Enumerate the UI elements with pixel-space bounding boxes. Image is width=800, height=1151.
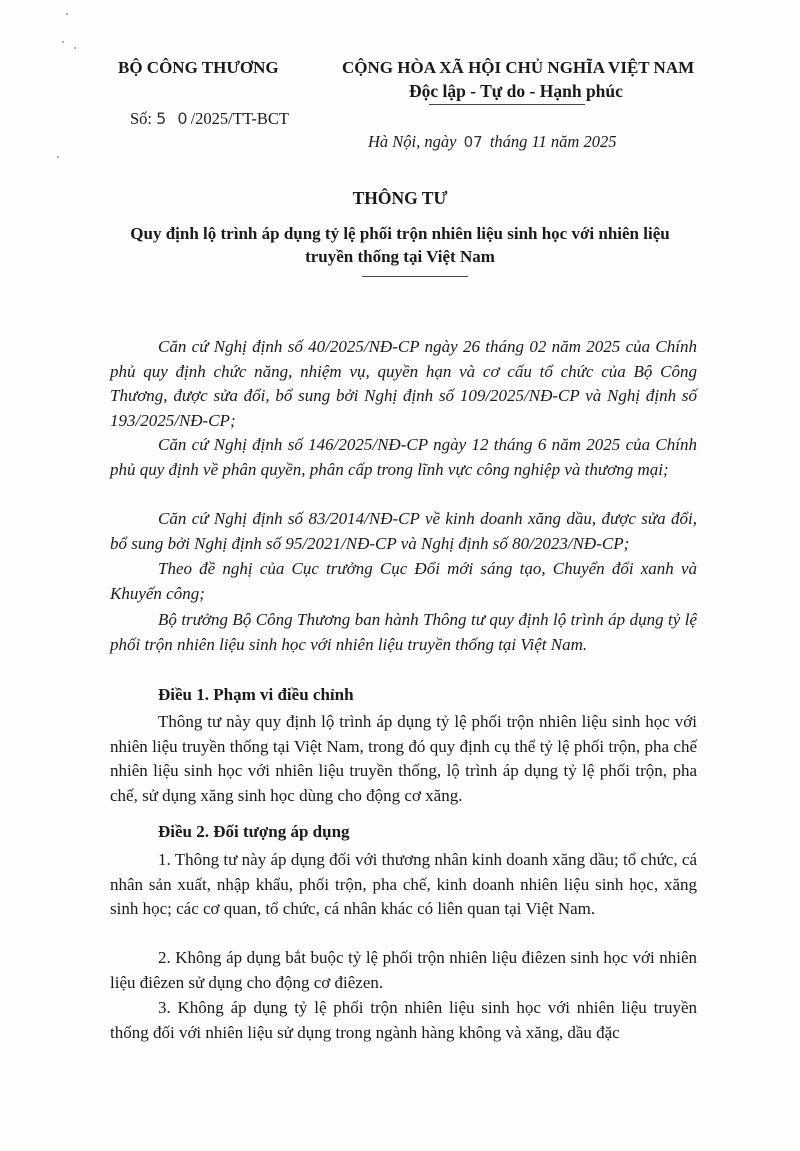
doc-number-handwritten: 5 0 bbox=[156, 109, 191, 128]
article-paragraph: 2. Không áp dụng bắt buộc tỷ lệ phối trộn nhiên liệu điêzen sinh học với nhiên liệu điêzen sử dụng cho động cơ điêzen. bbox=[110, 948, 697, 992]
scan-speck bbox=[74, 47, 76, 49]
preamble-clause: Căn cứ Nghị định số 40/2025/NĐ-CP ngày 26 tháng 02 năm 2025 của Chính phủ quy định chức năng, nhiệm vụ, quyền hạn và cơ cấu tổ chức của Bộ Công Thương, được sửa đổi, bổ sung bởi Nghị định số 109/2025/NĐ-CP và Nghị định số 193/2025/NĐ-CP; bbox=[110, 337, 697, 430]
issuing-agency: BỘ CÔNG THƯƠNG bbox=[118, 58, 279, 77]
doc-number-suffix: /2025/TT-BCT bbox=[190, 109, 289, 128]
date-suffix: tháng 11 năm 2025 bbox=[489, 132, 617, 151]
preamble-clause: Theo đề nghị của Cục trưởng Cục Đổi mới sáng tạo, Chuyển đổi xanh và Khuyến công; bbox=[110, 559, 697, 603]
day-handwritten: 07 bbox=[463, 133, 483, 151]
article-heading: Điều 1. Phạm vi điều chỉnh bbox=[158, 685, 354, 704]
national-title: CỘNG HÒA XÃ HỘI CHỦ NGHĨA VIỆT NAM bbox=[342, 58, 695, 77]
article-paragraph: 3. Không áp dụng tỷ lệ phối trộn nhiên liệu sinh học với nhiên liệu truyền thống đối với nhiên liệu sử dụng trong ngành hàng không và xăng, dầu đặc bbox=[110, 998, 697, 1042]
article-paragraph: 1. Thông tư này áp dụng đối với thương nhân kinh doanh xăng dầu; tổ chức, cá nhân sản xuất, nhập khẩu, phối trộn, pha chế, kinh doanh nhiên liệu sinh học, xăng sinh học; các cơ quan, tổ chức, cá nhân khác có liên quan tại Việt Nam. bbox=[110, 850, 697, 918]
document-type-title: THÔNG TƯ bbox=[352, 188, 448, 208]
scan-speck bbox=[57, 156, 59, 158]
preamble-clause: Bộ trưởng Bộ Công Thương ban hành Thông tư quy định lộ trình áp dụng tỷ lệ phối trộn nhiên liệu sinh học với nhiên liệu truyền thống tại Việt Nam. bbox=[110, 610, 697, 654]
document-subtitle: Quy định lộ trình áp dụng tỷ lệ phối trộn nhiên liệu sinh học với nhiên liệu truyền thống tại Việt Nam bbox=[130, 224, 670, 266]
national-motto: Độc lập - Tự do - Hạnh phúc bbox=[409, 81, 623, 101]
scan-speck bbox=[62, 41, 64, 43]
scan-speck bbox=[66, 13, 68, 15]
document-number bbox=[130, 109, 289, 129]
place-prefix: Hà Nội, ngày bbox=[368, 132, 457, 151]
article-heading: Điều 2. Đối tượng áp dụng bbox=[158, 822, 350, 841]
preamble-clause: Căn cứ Nghị định số 83/2014/NĐ-CP về kinh doanh xăng dầu, được sửa đổi, bổ sung bởi Nghị định số 95/2021/NĐ-CP và Nghị định số 80/2023/NĐ-CP; bbox=[110, 509, 697, 553]
place-and-date bbox=[368, 132, 616, 152]
motto-underline bbox=[429, 104, 585, 105]
preamble-clause: Căn cứ Nghị định số 146/2025/NĐ-CP ngày 12 tháng 6 năm 2025 của Chính phủ quy định về phân quyền, phân cấp trong lĩnh vực công nghiệp và thương mại; bbox=[110, 435, 697, 479]
title-underline bbox=[362, 276, 468, 277]
doc-number-label: Số: bbox=[130, 109, 153, 128]
article-paragraph: Thông tư này quy định lộ trình áp dụng tỷ lệ phối trộn nhiên liệu sinh học với nhiên liệu truyền thống tại Việt Nam, trong đó quy định cụ thể tỷ lệ phối trộn, pha chế nhiên liệu sinh học với nhiên liệu truyền thống, lộ trình áp dụng tỷ lệ phối trộn, pha chế, sử dụng xăng sinh học dùng cho động cơ xăng. bbox=[110, 712, 697, 805]
